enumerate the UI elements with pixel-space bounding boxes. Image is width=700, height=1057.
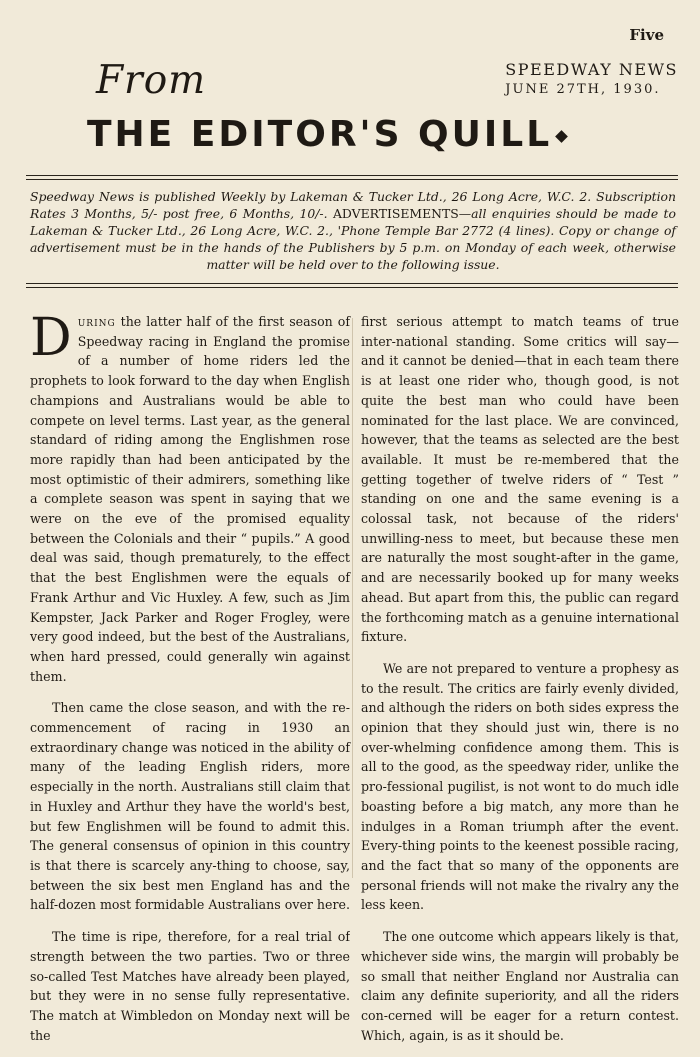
top-rule-2 [26, 179, 678, 180]
masthead-from: From [96, 58, 207, 103]
publication-date: JUNE 27TH, 1930. [505, 82, 661, 97]
drop-cap: D [30, 308, 72, 368]
publisher-notice [30, 188, 676, 273]
article-paragraph-2: Then came the close season, and with the re-commencement of racing in 1930 an extraordinary change was noticed in the ability of many of the leading English riders, more especially in the north. Australians still claim that in Huxley and Arthur they have the world's best, but few Englishmen will be found to admit this. The general consensus of opinion in this country is that there is scarcely any-thing to choose, say, between the six best men England has and the half-dozen most formidable Australians over here. [30, 700, 350, 913]
article-paragraph-4: We are not prepared to venture a prophesy as to the result. The critics are fairly evenly divided, and although the riders on both sides express the opinion that they should just win, there is no over-whelming confidence among them. This is all to the good, as the speedway rider, unlike the pro-fessional pugilist, is not wont to do much idle boasting before a big match, any more than he indulges in a Roman triumph after the event. Every-thing points to the keenest possible racing, and the fact that so many of the opponents are personal friends will not make the rivalry any the less keen. [361, 660, 679, 913]
top-rule [26, 175, 678, 176]
article-paragraph-3-cont: first serious attempt to match teams of true inter-national standing. Some critics will say—and it cannot be denied—that in each team there is at least one rider who, though good, is not quite the best man who could have been nominated for the last place. We are convinced, however, that the teams as selected are the best available. It must be re-membered that the getting together of twelve riders of “ Test ” standing on one and the same evening is a colossal task, not because of the riders' unwilling-ness to meet, but because these men are naturally the most sought-after in the game, and are necessarily booked up for many weeks ahead. But apart from this, the public can regard the forthcoming match as a genuine international fixture. [361, 314, 679, 645]
column-divider [352, 318, 353, 878]
article-column-left [30, 308, 350, 1057]
paragraph-1-text: the latter half of the first season of Speedway racing in England the promise of a number of home riders led the prophets to look forward to the day when English champions and Australians would be able to compete on level terms. Last year, as the general standard of riding among the Englishmen rose more rapidly than had been anticipated by the most optimistic of their admirers, something like a complete season was spent in saying that we were on the eve of the promised equality between the Colonials and their “ pupils.” A good deal was said, though prematurely, to the effect that the best Englishmen were the equals of Frank Arthur and Vic Huxley. A few, such as Jim Kempster, Jack Parker and Roger Frogley, were very good indeed, but the best of the Australians, when hard pressed, could generally win against them. [30, 314, 350, 684]
notice-part-3: —all enquiries should be made to Lakeman & Tucker Ltd., 26 Long Acre, W.C. 2., 'Phone Temple Bar 2772 (4 lines). Copy or change of advertisement must be in the hands of the Publishers by 5 p.m. on Monday of each week, otherwise matter will be held over to the following issue. [30, 206, 676, 272]
notice-rule [26, 283, 678, 284]
article-paragraph-1 [30, 308, 350, 686]
publication-info [505, 60, 678, 97]
publication-name: SPEEDWAY NEWS [505, 60, 678, 79]
notice-part-1: Speedway News is published Weekly by Lakeman & Tucker Ltd., 26 Long Acre, W.C. 2. Subscription Rates 3 Months, 5/- post free, 6 Months, 10/-. [30, 189, 676, 221]
notice-advertisements: ADVERTISEMENTS [332, 206, 459, 221]
masthead-title [87, 114, 566, 155]
article-column-right [361, 312, 679, 1057]
article-paragraph-5: The one outcome which appears likely is that, whichever side wins, the margin will probably be so small that neither England nor Australia can claim any definite superiority, and all the riders con-cerned will be eager for a return contest. Which, again, is as it should be. [361, 929, 679, 1043]
masthead-title-text: THE EDITOR'S QUILL [87, 114, 553, 155]
article-paragraph-3: The time is ripe, therefore, for a real trial of strength between the two parties. Two or three so-called Test Matches have already been played, but they were in no sense fully representative. The match at Wimbledon on Monday next will be the [30, 929, 350, 1043]
diamond-ornament-icon [555, 130, 568, 143]
page-number: Five [629, 26, 664, 44]
lead-word: uring [77, 314, 116, 329]
notice-rule-2 [26, 287, 678, 288]
